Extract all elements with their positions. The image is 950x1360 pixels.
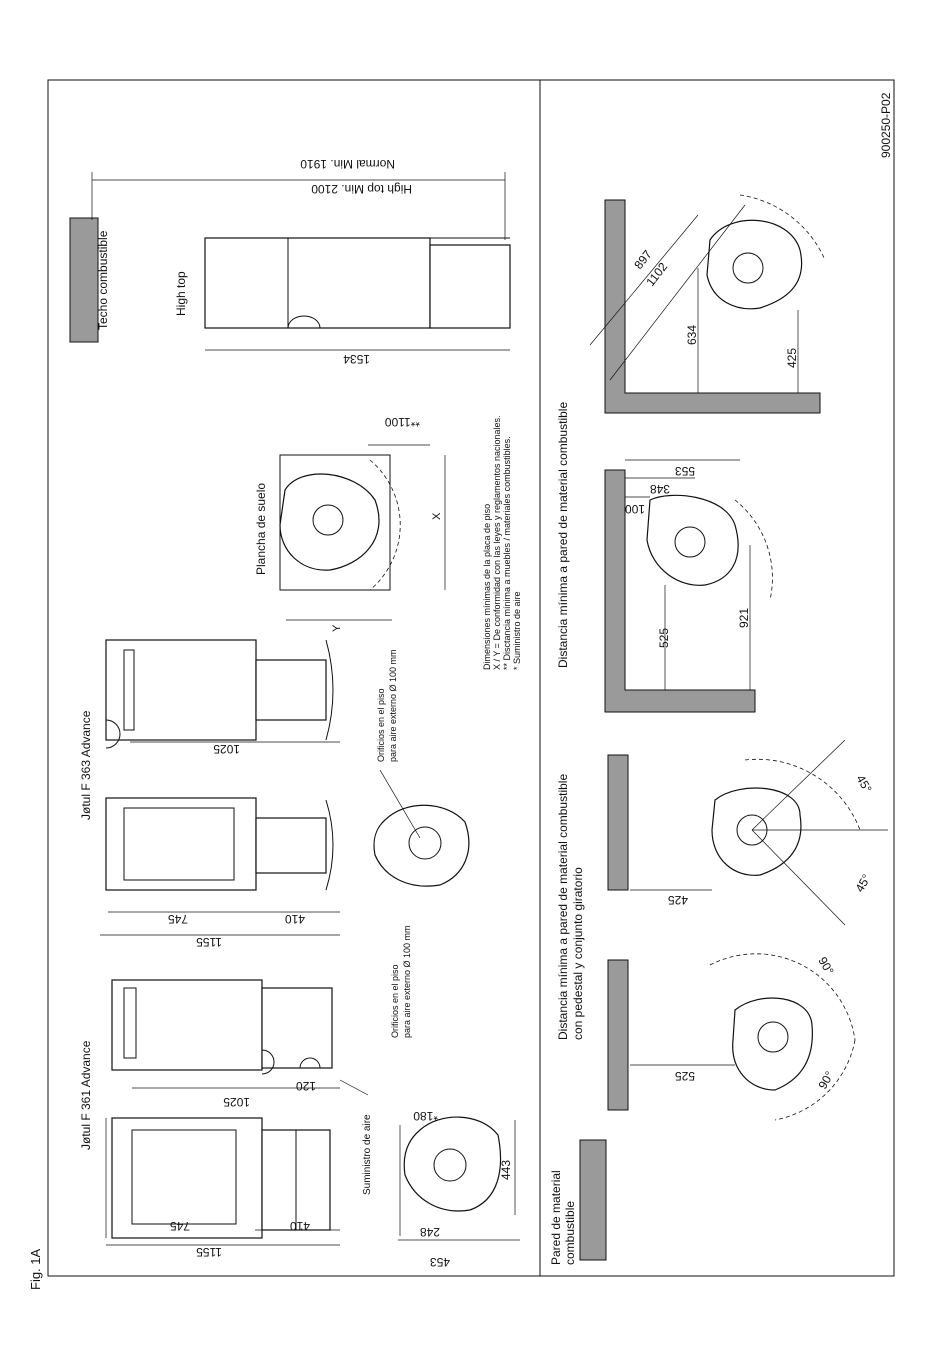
floor-plate-title: Plancha de suelo xyxy=(254,482,268,575)
rotation-90-wall xyxy=(608,960,628,1110)
bottom-panel xyxy=(549,195,888,1265)
wall-legend-2: combustible xyxy=(563,1200,577,1265)
floor-plate-note-4: * Suministro de aire xyxy=(512,591,522,670)
dim-363-total: 1155 xyxy=(196,935,222,949)
rotation-45-angle-a: 45° xyxy=(853,772,875,796)
floor-plate-x: X xyxy=(431,512,443,520)
rotation-45-wall xyxy=(608,755,628,890)
floor-plate-dim: **1100 xyxy=(384,415,420,429)
rotation-45-angle-b: 45° xyxy=(852,871,874,895)
dim-363-depth: 1025 xyxy=(213,742,240,756)
model-361-holes-note-1: Orificios en el piso xyxy=(390,964,400,1038)
pedestal-title-2: con pedestal y conjunto giratorio xyxy=(571,867,585,1040)
floor-plate-stove xyxy=(280,474,379,570)
wall-legend-1: Pared de material xyxy=(549,1170,563,1265)
dim-361-plan-b: 443 xyxy=(499,1159,513,1180)
floor-plate-group xyxy=(254,415,522,670)
dim-361-depth: 1025 xyxy=(223,1095,250,1109)
model-361-holes-note-2: para aire externo Ø 100 mm xyxy=(402,925,412,1038)
high-top-body xyxy=(205,238,430,328)
model-361-side-body xyxy=(112,980,262,1070)
floor-plate-note-3: ** Disctancia mínima a muebles / materiales combustibles. xyxy=(502,436,512,670)
straight-stove xyxy=(647,495,738,585)
dim-361-body: 745 xyxy=(169,1219,190,1233)
pedestal-title-1: Distancia mínima a pared de material combustible xyxy=(556,773,570,1040)
normal-min-label: Normal Min. 1910 xyxy=(300,157,395,171)
high-top-height: 1534 xyxy=(343,352,370,366)
high-top-title: High top xyxy=(174,271,188,316)
rotation-45-stove xyxy=(712,788,801,875)
dim-361-total: 1155 xyxy=(196,1245,222,1259)
dim-361-plan-a: *180 xyxy=(413,1109,438,1123)
dim-363-base: 410 xyxy=(284,912,305,926)
dim-361-small: 120 xyxy=(295,1079,316,1093)
corner-d4: 1102 xyxy=(643,259,671,289)
rotation-90-dim: 525 xyxy=(674,1069,695,1083)
straight-d3: 100 xyxy=(624,502,645,516)
model-361-group xyxy=(79,925,520,1269)
straight-d2: 921 xyxy=(737,607,751,628)
floor-plate-note-1: Dimensiones mínimas de la placa de piso xyxy=(482,503,492,670)
straight-d1: 525 xyxy=(657,627,671,648)
model-363-group xyxy=(79,640,469,949)
model-361-plan xyxy=(404,1117,500,1211)
corner-stove xyxy=(707,220,802,308)
rotation-90-stove xyxy=(733,998,813,1090)
model-363-plan xyxy=(374,805,469,886)
corner-d3: 897 xyxy=(631,247,655,272)
corner-d1: 634 xyxy=(685,324,699,345)
floor-plate-note-2: X / Y = De conformidad con las leyes y reglamentos nacionales. xyxy=(492,415,502,670)
rotation-45-dim: 425 xyxy=(667,893,688,907)
floor-plate-y: Y xyxy=(331,624,343,632)
corner-d2: 425 xyxy=(785,347,799,368)
wall-title: Distancia mínima a pared de material combustible xyxy=(556,401,570,668)
straight-d5: 553 xyxy=(674,464,695,478)
wall-legend-swatch xyxy=(580,1140,606,1260)
model-361-title: Jøtul F 361 Advance xyxy=(79,1040,93,1150)
dim-361-base: 410 xyxy=(289,1219,310,1233)
high-top-min-label: High top Min. 2100 xyxy=(311,182,412,196)
figure-label: Fig. 1A xyxy=(28,1248,43,1290)
dim-361-plan-d: 453 xyxy=(429,1255,450,1269)
rotation-90-angle-b: 90° xyxy=(815,1068,837,1092)
dim-363-body: 745 xyxy=(167,912,188,926)
high-top-group xyxy=(70,157,510,366)
ceiling-label: Techo combustible xyxy=(96,230,110,330)
dim-361-plan-c: 248 xyxy=(419,1225,440,1239)
rotation-90-angle-a: 90° xyxy=(815,954,837,978)
model-363-side-body xyxy=(106,640,256,740)
model-363-title: Jøtul F 363 Advance xyxy=(79,710,93,820)
model-363-holes-note-1: Orificios en el piso xyxy=(376,688,386,762)
straight-d4: 348 xyxy=(649,482,670,496)
ceiling-combustible xyxy=(70,218,98,342)
drawing-code: 900250-P02 xyxy=(879,92,893,158)
model-363-holes-note-2: para aire externo Ø 100 mm xyxy=(388,649,398,762)
air-supply-label: Suministro de aire xyxy=(362,1114,373,1195)
